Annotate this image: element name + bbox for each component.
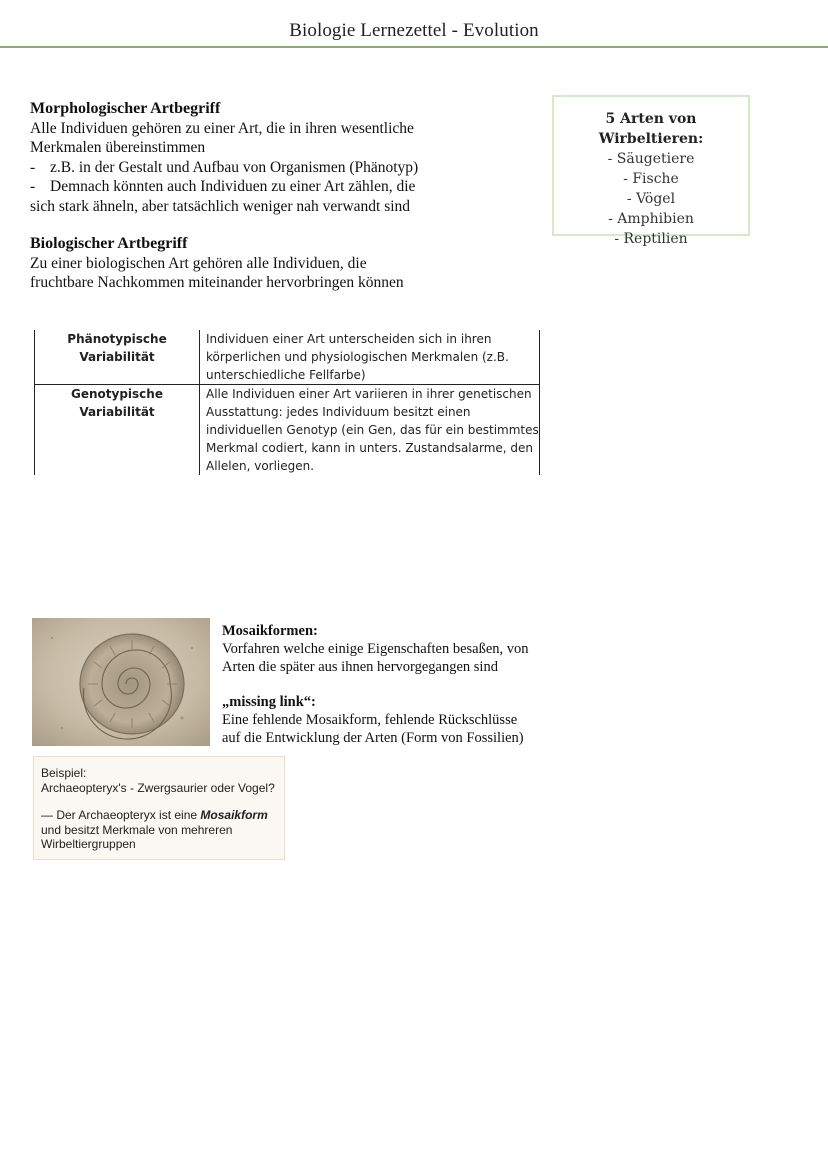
example-statement-emphasis: Mosaikform [200,808,268,822]
example-statement-line: und besitzt Merkmale von mehreren [41,822,233,837]
row-description [200,330,540,385]
missing-link-line: auf die Entwicklung der Arten (Form von Fossilien) [222,730,524,746]
biological-line: fruchtbare Nachkommen miteinander hervorbringen können [30,274,404,291]
bullet-text: z.B. in der Gestalt und Aufbau von Organismen (Phänotyp) [50,158,419,176]
row-description-line: Alle Individuen einer Art variieren in ihrer genetischen [206,387,532,401]
row-header [35,385,200,476]
row-header [35,330,200,385]
morphological-section [30,99,470,216]
table-row [35,330,540,385]
missing-link-line: Eine fehlende Mosaikform, fehlende Rückschlüsse [222,712,518,728]
vertebrate-item: - Fische [623,171,679,187]
example-statement [41,808,277,823]
mosaic-heading: Mosaikformen: [222,623,318,639]
biological-section [30,234,470,293]
row-header-line: Variabilität [79,350,155,364]
ammonite-fossil-icon [32,618,210,746]
missing-link-heading: „missing link“: [222,694,316,710]
vertebrate-item: - Reptilien [614,231,688,247]
row-description-line: Ausstattung: jedes Individuum besitzt einen [206,405,471,419]
row-description-line: individuellen Genotyp (ein Gen, das für ein bestimmtes [206,423,539,437]
morphological-bullet [30,158,470,178]
morphological-heading: Morphologischer Artbegriff [30,100,221,117]
example-box [33,756,285,860]
vertebrates-box [552,95,750,247]
bullet-text: Demnach könnten auch Individuen zu einer Art zählen, die [50,178,416,195]
row-description-line: Individuen einer Art unterscheiden sich in ihren [206,332,492,346]
example-statement-prefix: — Der Archaeopteryx ist eine [41,808,201,822]
row-description-line: Allelen, vorliegen. [206,459,315,473]
table-row [35,385,540,476]
morphological-continuation: sich stark ähneln, aber tatsächlich weniger nah verwandt sind [30,197,411,215]
mosaic-section [222,622,552,747]
vertebrate-item: - Säugetiere [607,151,695,167]
title-divider [0,46,828,48]
row-header-line: Variabilität [79,405,155,419]
page-title: Biologie Lernezettel - Evolution [289,20,539,41]
morphological-line: Alle Individuen gehören zu einer Art, die in ihren wesentliche [30,119,414,137]
morphological-bullet [30,177,470,197]
row-description [200,385,540,476]
mosaic-line: Vorfahren welche einige Eigenschaften besaßen, von [222,641,529,657]
row-description-line: körperlichen und physiologischen Merkmalen (z.B. [206,350,509,364]
vertebrate-item: - Vögel [626,191,676,207]
row-description-line: unterschiedliche Fellfarbe) [206,368,366,382]
variability-table [34,330,540,475]
biological-heading: Biologischer Artbegriff [30,235,188,252]
example-statement-line: Wirbeltiergruppen [41,837,136,851]
vertebrates-title: 5 Arten von Wirbeltieren: [598,111,704,147]
bullet-marker: - [30,178,36,195]
example-question: Archaeopteryx's - Zwergsaurier oder Vogel? [41,780,275,795]
bullet-marker: - [30,158,36,176]
row-header-line: Genotypische [71,387,163,401]
row-header-line: Phänotypische [67,332,167,346]
morphological-line: Merkmalen übereinstimmen [30,139,206,156]
vertebrate-item: - Amphibien [608,211,694,227]
biological-line: Zu einer biologischen Art gehören alle Individuen, die [30,254,367,272]
row-description-line: Merkmal codiert, kann in unters. Zustandsalarme, den [206,441,534,455]
mosaic-line: Arten die später aus ihnen hervorgegangen sind [222,659,498,675]
example-label: Beispiel: [41,766,87,780]
